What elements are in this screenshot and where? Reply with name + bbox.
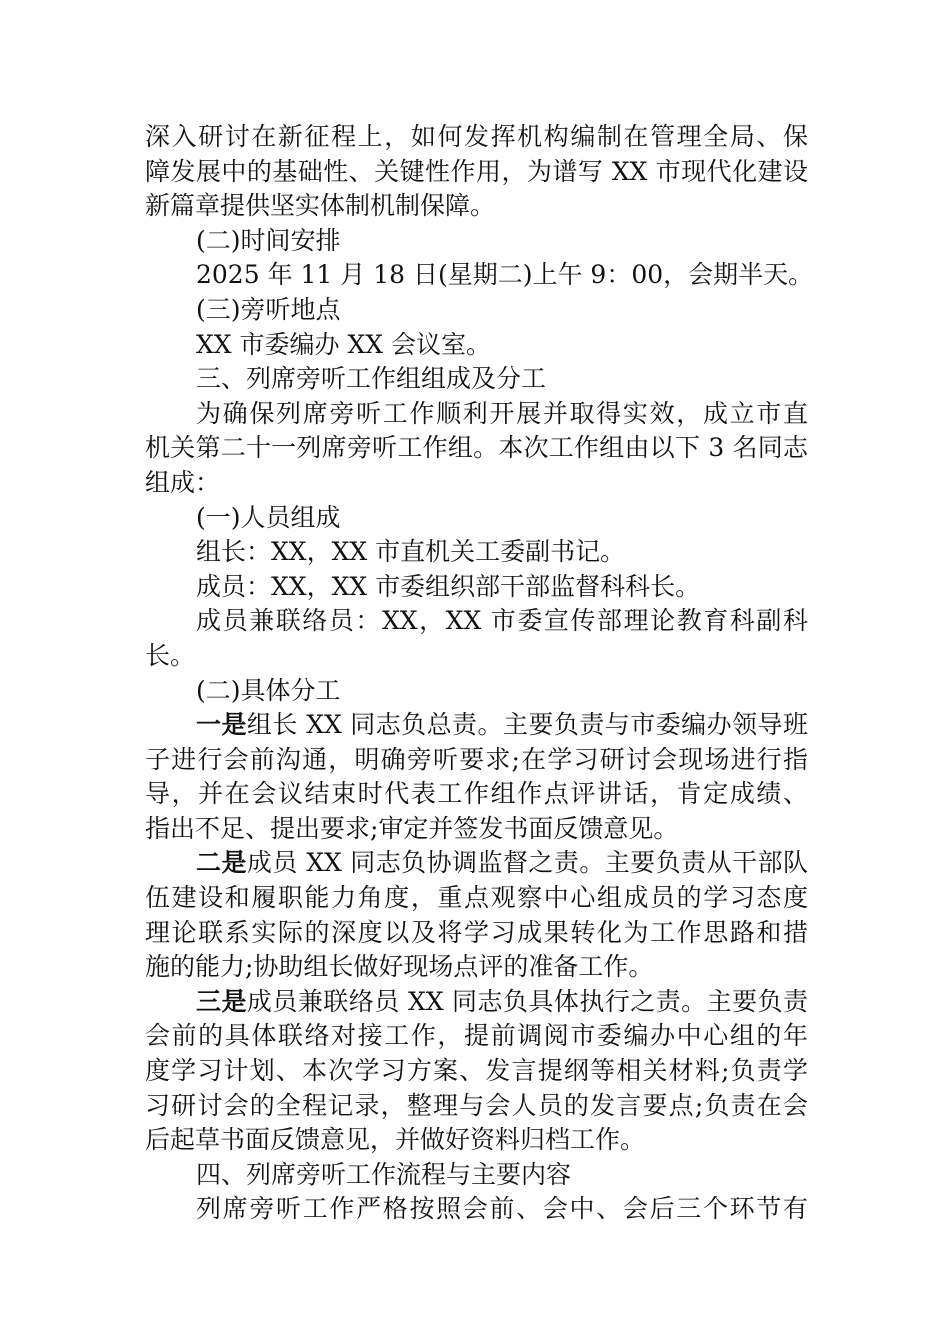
line-text: (二)时间安排 bbox=[196, 225, 341, 255]
line-text: 成员 XX 同志负协调监督之责。主要负责从干部队 bbox=[246, 848, 808, 878]
line-text: 会前的具体联络对接工作，提前调阅市委编办中心组的年 bbox=[145, 1021, 808, 1051]
line-text: XX 市委编办 XX 会议室。 bbox=[196, 329, 492, 359]
text-line bbox=[145, 743, 808, 778]
line-text: (三)旁听地点 bbox=[196, 294, 341, 324]
paragraph bbox=[145, 535, 808, 570]
text-line bbox=[145, 397, 808, 432]
line-text: 习研讨会的全程记录，整理与会人员的发言要点;负责在会 bbox=[145, 1090, 808, 1120]
line-text: 列席旁听工作严格按照会前、会中、会后三个环节有 bbox=[196, 1194, 808, 1224]
paragraph bbox=[145, 397, 808, 501]
paragraph bbox=[145, 1192, 808, 1227]
text-line bbox=[145, 189, 808, 224]
paragraph bbox=[145, 1158, 808, 1193]
line-text: 组成： bbox=[145, 467, 221, 497]
text-line bbox=[145, 1123, 808, 1158]
text-line bbox=[145, 812, 808, 847]
paragraph bbox=[145, 120, 808, 224]
text-line bbox=[145, 1192, 808, 1227]
line-text: 后起草书面反馈意见，并做好资料归档工作。 bbox=[145, 1125, 646, 1155]
paragraph bbox=[145, 328, 808, 363]
text-line bbox=[145, 1089, 808, 1124]
line-text: 理论联系实际的深度以及将学习成果转化为工作思路和措 bbox=[145, 917, 808, 947]
paragraph bbox=[145, 674, 808, 709]
text-line bbox=[145, 466, 808, 501]
line-text: 组长 XX 同志负总责。主要负责与市委编办领导班 bbox=[246, 710, 808, 740]
paragraph bbox=[145, 846, 808, 984]
text-line bbox=[145, 777, 808, 812]
bold-lead: 三是 bbox=[196, 986, 247, 1016]
bold-lead: 二是 bbox=[196, 848, 247, 878]
text-line bbox=[145, 708, 808, 743]
text-line bbox=[145, 570, 808, 605]
text-line bbox=[145, 881, 808, 916]
line-text: 成员兼联络员 XX 同志负具体执行之责。主要负责 bbox=[246, 986, 808, 1016]
line-text: 为确保列席旁听工作顺利开展并取得实效，成立市直 bbox=[196, 398, 808, 428]
line-text: 伍建设和履职能力角度，重点观察中心组成员的学习态度 bbox=[145, 883, 808, 913]
paragraph bbox=[145, 985, 808, 1158]
line-text: 导，并在会议结束时代表工作组作点评讲话，肯定成绩、 bbox=[145, 779, 808, 809]
line-text: 指出不足、提出要求;审定并签发书面反馈意见。 bbox=[145, 813, 679, 843]
text-line bbox=[145, 535, 808, 570]
paragraph bbox=[145, 604, 808, 673]
paragraph bbox=[145, 258, 814, 293]
paragraph bbox=[145, 293, 808, 328]
paragraph bbox=[145, 224, 808, 259]
text-line bbox=[145, 985, 808, 1020]
paragraph bbox=[145, 501, 808, 536]
line-text: 子进行会前沟通，明确旁听要求;在学习研讨会现场进行指 bbox=[145, 744, 808, 774]
text-line bbox=[145, 1054, 808, 1089]
bold-lead: 一是 bbox=[196, 710, 247, 740]
text-line bbox=[145, 846, 808, 881]
line-text: (一)人员组成 bbox=[196, 502, 341, 532]
text-line bbox=[145, 328, 808, 363]
text-line bbox=[145, 155, 808, 190]
text-line bbox=[145, 258, 814, 293]
paragraph bbox=[145, 362, 808, 397]
text-line bbox=[145, 501, 808, 536]
paragraph bbox=[145, 708, 808, 846]
paragraph bbox=[145, 570, 808, 605]
text-line bbox=[145, 674, 808, 709]
line-text: 施的能力;协助组长做好现场点评的准备工作。 bbox=[145, 952, 654, 982]
line-text: 三、列席旁听工作组组成及分工 bbox=[196, 364, 547, 394]
text-line bbox=[145, 431, 808, 466]
line-text: 新篇章提供坚实体制机制保障。 bbox=[145, 191, 496, 221]
line-text: (二)具体分工 bbox=[196, 675, 341, 705]
line-text: 成员兼联络员：XX，XX 市委宣传部理论教育科副科 bbox=[196, 606, 808, 636]
text-line bbox=[145, 916, 808, 951]
text-line bbox=[145, 1019, 808, 1054]
line-text: 深入研讨在新征程上，如何发挥机构编制在管理全局、保 bbox=[145, 122, 808, 151]
line-text: 组长：XX，XX 市直机关工委副书记。 bbox=[196, 537, 626, 567]
text-line bbox=[145, 1158, 808, 1193]
line-text: 障发展中的基础性、关键性作用，为谱写 XX 市现代化建设 bbox=[145, 156, 808, 186]
text-line bbox=[145, 293, 808, 328]
text-line bbox=[145, 604, 808, 639]
line-text: 四、列席旁听工作流程与主要内容 bbox=[196, 1159, 572, 1189]
text-line bbox=[145, 362, 808, 397]
line-text: 机关第二十一列席旁听工作组。本次工作组由以下 3 名同志 bbox=[145, 433, 808, 463]
line-text: 成员：XX，XX 市委组织部干部监督科科长。 bbox=[196, 571, 701, 601]
text-line bbox=[145, 120, 808, 155]
line-text: 长。 bbox=[145, 640, 196, 670]
line-text: 度学习计划、本次学习方案、发言提纲等相关材料;负责学 bbox=[145, 1056, 808, 1086]
text-line bbox=[145, 224, 808, 259]
line-text: 2025 年 11 月 18 日(星期二)上午 9：00，会期半天。 bbox=[196, 260, 814, 290]
text-line bbox=[145, 950, 808, 985]
document-page bbox=[145, 120, 814, 1227]
text-line bbox=[145, 639, 808, 674]
